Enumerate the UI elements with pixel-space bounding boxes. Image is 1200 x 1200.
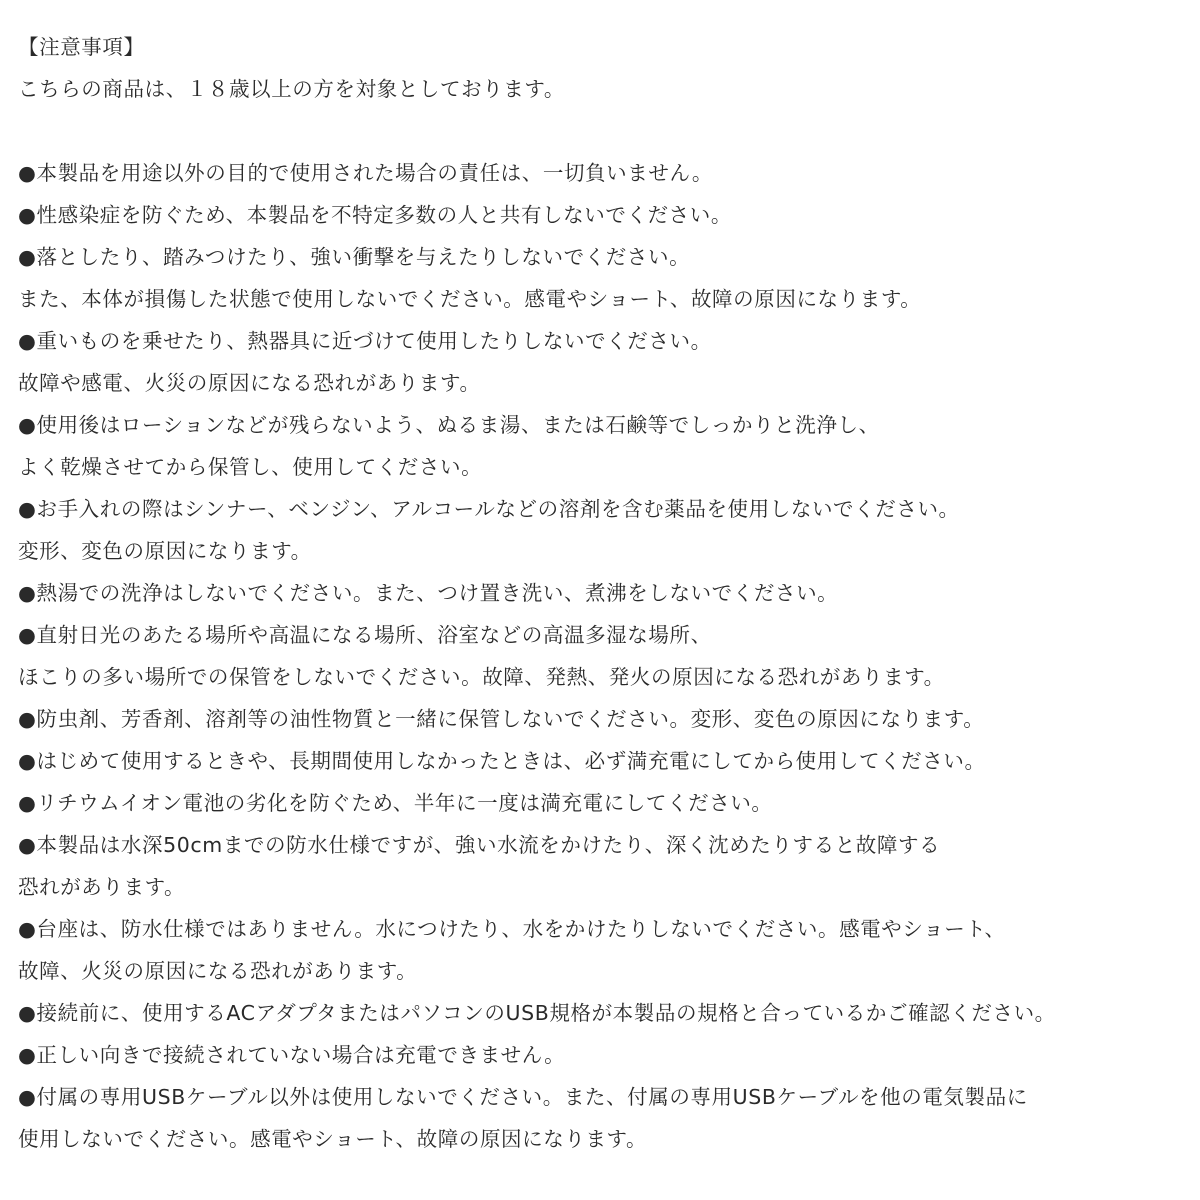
document-line: ●お手入れの際はシンナー、ベンジン、アルコールなどの溶剤を含む薬品を使用しないでください。 <box>18 497 960 521</box>
document-line: ●使用後はローションなどが残らないよう、ぬるま湯、または石鹸等でしっかりと洗浄し、 <box>18 413 880 437</box>
document-line: ほこりの多い場所での保管をしないでください。故障、発熱、発火の原因になる恐れがあります。 <box>18 665 945 689</box>
document-heading: 【注意事項】 <box>18 35 145 59</box>
document-line: ●接続前に、使用するACアダプタまたはパソコンのUSB規格が本製品の規格と合っているかご確認ください。 <box>18 1001 1056 1025</box>
document-line: ●熱湯での洗浄はしないでください。また、つけ置き洗い、煮沸をしないでください。 <box>18 581 839 605</box>
document-line: 使用しないでください。感電やショート、故障の原因になります。 <box>18 1127 648 1151</box>
caution-notes-document <box>18 32 1194 1166</box>
document-line: ●防虫剤、芳香剤、溶剤等の油性物質と一緒に保管しないでください。変形、変色の原因になります。 <box>18 707 985 731</box>
document-line: ●リチウムイオン電池の劣化を防ぐため、半年に一度は満充電にしてください。 <box>18 791 773 815</box>
document-line: 恐れがあります。 <box>18 875 186 899</box>
document-line: また、本体が損傷した状態で使用しないでください。感電やショート、故障の原因になります。 <box>18 287 922 311</box>
document-line: ●重いものを乗せたり、熱器具に近づけて使用したりしないでください。 <box>18 329 712 353</box>
document-line: ●本製品は水深50cmまでの防水仕様ですが、強い水流をかけたり、深く沈めたりすると故障する <box>18 833 941 857</box>
document-line: ●はじめて使用するときや、長期間使用しなかったときは、必ず満充電にしてから使用してください。 <box>18 749 986 773</box>
document-line: こちらの商品は、１８歳以上の方を対象としております。 <box>18 77 565 101</box>
document-line: 故障、火災の原因になる恐れがあります。 <box>18 959 418 983</box>
document-line: ●付属の専用USBケーブル以外は使用しないでください。また、付属の専用USBケーブルを他の電気製品に <box>18 1085 1028 1109</box>
document-line: よく乾燥させてから保管し、使用してください。 <box>18 455 483 479</box>
document-line: ●性感染症を防ぐため、本製品を不特定多数の人と共有しないでください。 <box>18 203 732 227</box>
blank-line <box>18 116 1194 158</box>
document-line: ●落としたり、踏みつけたり、強い衝撃を与えたりしないでください。 <box>18 245 691 269</box>
document-line: ●直射日光のあたる場所や高温になる場所、浴室などの高温多湿な場所、 <box>18 623 712 647</box>
document-line: ●正しい向きで接続されていない場合は充電できません。 <box>18 1043 566 1067</box>
document-line: ●本製品を用途以外の目的で使用された場合の責任は、一切負いません。 <box>18 161 713 185</box>
document-line: 故障や感電、火災の原因になる恐れがあります。 <box>18 371 481 395</box>
document-line: ●台座は、防水仕様ではありません。水につけたり、水をかけたりしないでください。感電やショート、 <box>18 917 1006 941</box>
document-line: 変形、変色の原因になります。 <box>18 539 312 563</box>
